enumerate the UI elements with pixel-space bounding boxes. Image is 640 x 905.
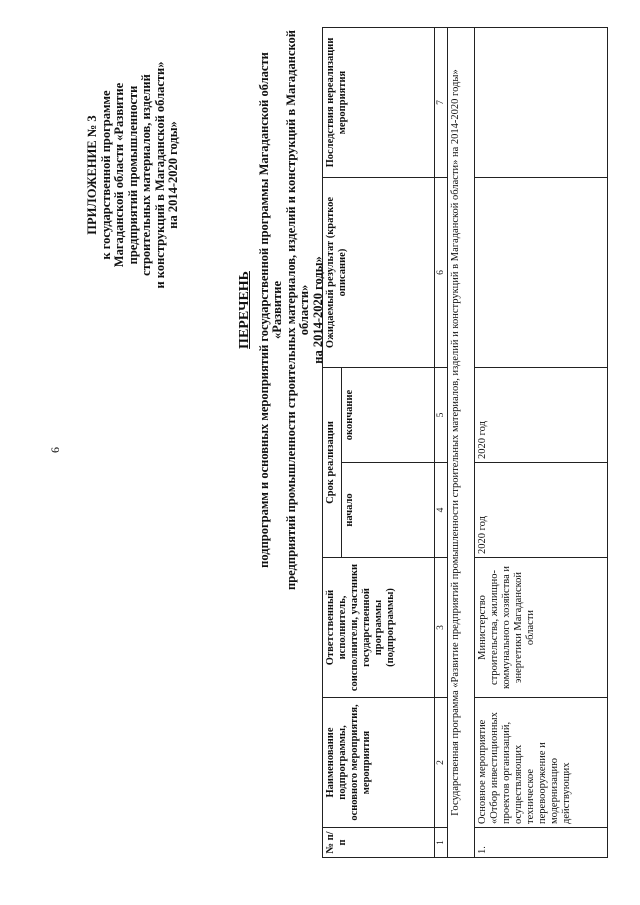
column-number: 7: [435, 28, 448, 178]
page-number: 6: [48, 447, 62, 453]
appendix-line: строительных материалов, изделий: [139, 74, 153, 276]
column-number: 2: [435, 698, 448, 828]
appendix-title: ПРИЛОЖЕНИЕ № 3: [85, 115, 99, 235]
row-name: Основное мероприятие «Отбор инвестиционных проектов организаций, осуществляющих техническое перевооружение и модернизацию действующих: [475, 698, 608, 828]
column-number: 3: [435, 558, 448, 698]
appendix-line: предприятий промышленности: [125, 85, 140, 265]
column-number: 5: [435, 368, 448, 463]
row-end: 2020 год: [475, 368, 608, 463]
header-end: окончание: [342, 368, 435, 463]
header-consequences: Последствия нереализации мероприятия: [323, 28, 435, 178]
header-period: Срок реализации: [323, 368, 342, 558]
row-number: 1.: [475, 828, 608, 858]
title-line: на 2014-2020 годы»: [310, 256, 325, 364]
measures-table: [322, 27, 608, 858]
column-number: 6: [435, 178, 448, 368]
header-number: № п/п: [323, 828, 435, 858]
appendix-line: Магаданской области «Развитие: [112, 82, 126, 268]
column-number-row: [435, 28, 448, 858]
measures-table-container: [322, 28, 608, 858]
row-consequences: [475, 28, 608, 178]
header-executor: Ответственный исполнитель, соисполнители, участники государственной программы (подпрограммы): [323, 558, 435, 698]
row-executor: Министерство строительства, жилищно-коммунального хозяйства и энергетики Магаданской области: [475, 558, 608, 698]
appendix-line: на 2014-2020 годы»: [166, 121, 180, 229]
appendix-line: и конструкций в Магаданской области»: [152, 61, 167, 289]
header-start: начало: [342, 463, 435, 558]
document-heading: ПЕРЕЧЕНЬ: [237, 271, 252, 349]
row-result: [475, 178, 608, 368]
appendix-header: [86, 20, 206, 330]
header-result: Ожидаемый результат (краткое описание): [323, 178, 435, 368]
column-number: 1: [435, 828, 448, 858]
section-row: [448, 28, 475, 858]
appendix-line: к государственной программе: [98, 90, 113, 260]
section-title: Государственная программа «Развитие предприятий промышленности строительных материалов, изделий и конструкций в Магаданской области» на 2014-2020 годы»: [448, 28, 475, 858]
row-start: 2020 год: [475, 463, 608, 558]
table-header-row: [323, 28, 342, 858]
column-number: 4: [435, 463, 448, 558]
table-row: [475, 28, 608, 858]
document-title-block: [238, 30, 328, 590]
title-line: предприятий промышленности строительных материалов, изделий и конструкций в Магаданской области»: [283, 30, 311, 590]
title-line: подпрограмм и основных мероприятий государственной программы Магаданской области «Развитие: [256, 52, 284, 568]
header-name: Наименование подпрограммы, основного мероприятия, мероприятия: [323, 698, 435, 828]
